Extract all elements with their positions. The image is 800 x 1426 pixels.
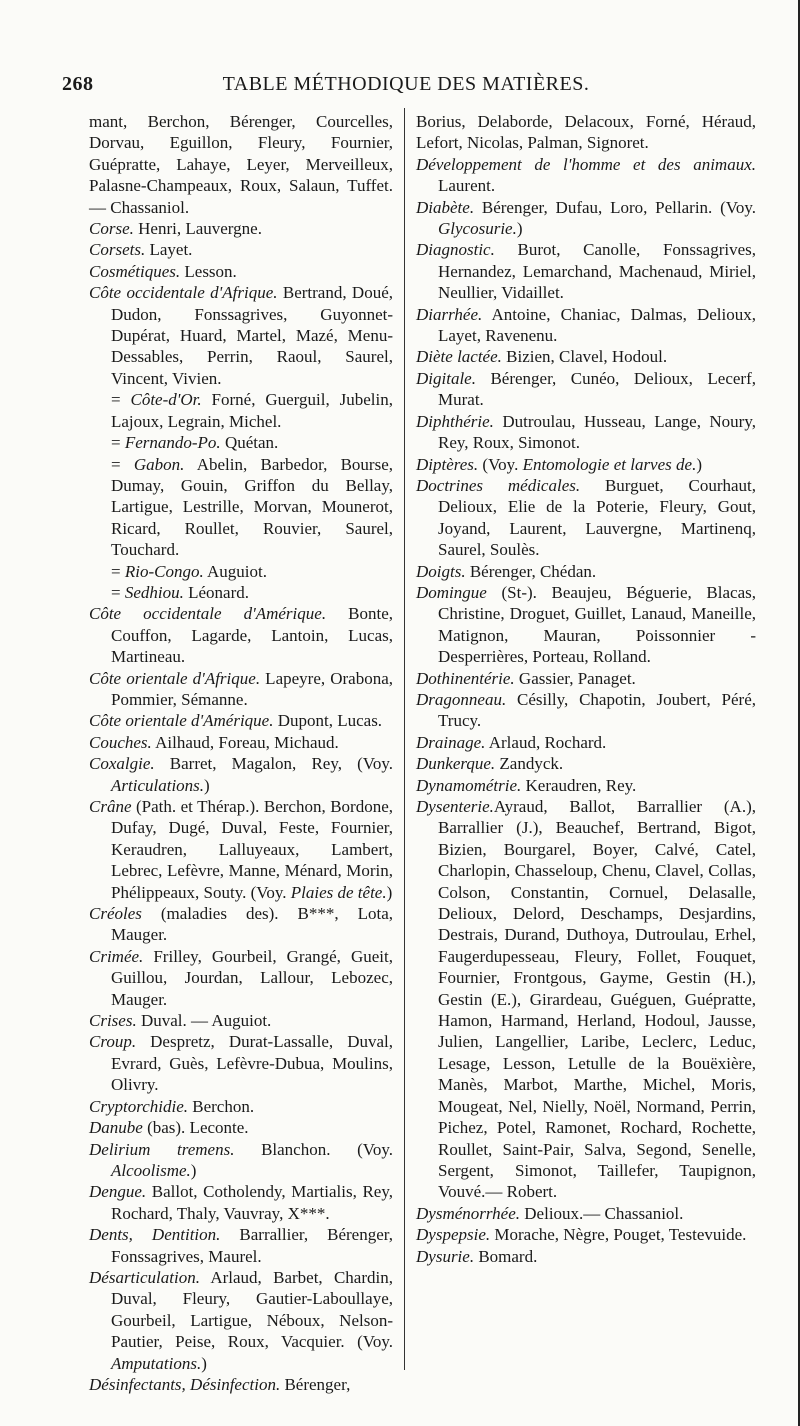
index-entry [89,753,393,796]
index-entry [416,732,756,753]
entry-text: ) [201,1353,207,1373]
entry-text: Bertrand, Doué, Dudon, Fonssagrives, Guyonnet-Dupérat, Huard, Martel, Mazé, Menu-Dessables, Perrin, Raoul, Saurel, Vincent, Vivien. [111,283,393,388]
entry-text: Dupont, Lucas. [273,711,383,731]
entry-text: (bas). Leconte. [142,1118,249,1138]
entry-text: Antoine, Chaniac, Dalmas, Delioux, Layet, Ravenenu. [438,304,756,346]
index-entry [89,1117,393,1138]
entry-text: Arlaud, Rochard. [485,732,607,752]
index-entry [89,282,393,389]
entry-term: Diphthérie. [416,411,494,431]
entry-text: Berchon. [188,1096,255,1116]
entry-term: Dysurie. [416,1246,475,1266]
index-entry [416,689,756,732]
entry-term: Corse. [89,219,134,239]
entry-text: = [111,561,125,581]
entry-text: ) [696,454,702,474]
entry-term: Diptères. [416,454,479,474]
entry-term: Dothinentérie. [416,668,515,688]
entry-text: (maladies des). B***, Lota, Mauger. [111,904,393,945]
entry-text: Bonte, Couffon, Lagarde, Lantoin, Lucas, Martineau. [111,604,394,667]
entry-text: ) [190,1160,197,1180]
index-entry [416,346,756,367]
entry-text: Bomard. [474,1246,538,1266]
index-entry [89,603,393,667]
entry-text: Borius, Delaborde, Delacoux, Forné, Héraud, Lefort, Nicolas, Palman, Signoret. [416,112,756,153]
entry-term: Côte occidentale d'Amérique. [89,604,327,624]
entry-text: Ailhaud, Foreau, Michaud. [151,732,339,752]
entry-term: Diarrhée. [416,304,483,324]
entry-text: (Path. et Thérap.). Berchon, Bordone, Dufay, Dugé, Duval, Feste, Fournier, Keraudren, Lalluyeaux, Lambert, Lebrec, Lefèvre, Manne, Ménard, Morin, Phélippeaux, Souty. (Voy. [111,797,393,902]
entry-term: Doctrines médicales. [416,475,581,495]
index-entry [416,304,756,347]
index-entry [416,1246,756,1267]
entry-text: Frilley, Gourbeil, Grangé, Gueit, Guillou, Jourdan, Lallour, Lebozec, Mauger. [111,946,393,1009]
entry-term: Gabon. [133,454,185,474]
entry-term: Amputations. [111,1353,202,1373]
page-header [62,73,750,103]
entry-term: Dents, Dentition. [89,1225,221,1245]
entry-term: Couches. [89,732,152,752]
entry-term: Désinfectants, Désinfection. [89,1374,281,1394]
entry-text: Delioux.— Chassaniol. [520,1203,684,1223]
entry-text: (Voy. [478,454,523,474]
entry-term: Digitale. [416,368,476,388]
entry-text: Barret, Magalon, Rey, (Voy. [154,754,393,774]
index-entry [89,111,393,218]
entry-text: Auguiot. [203,561,267,581]
index-entry [89,1224,393,1267]
entry-text: = [111,582,125,602]
index-entry [416,753,756,774]
entry-term: Danube [89,1118,143,1138]
index-entry [89,1374,393,1395]
index-entry [416,111,756,154]
entry-text: Bérenger, Dufau, Loro, Pellarin. (Voy. [474,197,756,217]
index-entry [89,432,393,453]
entry-term: Diète lactée. [416,347,502,367]
entry-text: ) [386,882,393,902]
entry-term: Corsets. [89,240,146,260]
entry-text: Keraudren, Rey. [521,775,637,795]
index-entry [89,946,393,1010]
entry-text: Arlaud, Barbet, Chardin, Duval, Fleury, Gautier-Laboullaye, Gourbeil, Lartigue, Néboux, Nelson-Pautier, Peise, Roux, Vacquier. (Voy. [111,1267,393,1352]
index-entry [89,1096,393,1117]
entry-term: Dengue. [89,1182,147,1202]
entry-term: Diagnostic. [416,240,495,260]
entry-term: Côte orientale d'Amérique. [89,711,274,731]
index-entry [416,668,756,689]
entry-term: Dyspepsie. [416,1225,491,1245]
entry-text: Bérenger, Chédan. [465,561,597,581]
page-number: 268 [62,73,94,95]
index-entry [416,1203,756,1224]
entry-term: Sedhiou. [124,582,184,602]
index-entry [89,561,393,582]
entry-term: Domingue [416,582,487,602]
index-entry [416,197,756,240]
entry-term: Désarticulation. [89,1267,200,1287]
entry-term: Crises. [89,1011,137,1031]
entry-text: (St-). Beaujeu, Béguerie, Blacas, Christine, Droguet, Guillet, Lanaud, Maneille, Matignon, Mauran, Poissonnier - Desperrières, Porteau, Rolland. [438,582,756,667]
entry-term: Rio-Congo. [124,561,204,581]
entry-text: Henri, Lauvergne. [133,219,262,239]
index-entry [89,732,393,753]
running-title: TABLE MÉTHODIQUE DES MATIÈRES. [222,73,590,95]
entry-text: Bérenger, [280,1374,351,1394]
index-entry [89,1267,393,1374]
entry-term: Entomologie et larves de. [522,454,697,474]
entry-text: Ballot, Cotholendy, Martialis, Rey, Rochard, Thaly, Vauvray, X***. [111,1182,393,1223]
entry-text: Layet. [145,240,193,260]
column-divider [404,108,405,1370]
entry-term: Dynamométrie. [416,775,522,795]
index-entry [416,561,756,582]
entry-text: Bizien, Clavel, Hodoul. [501,347,668,367]
index-entry [89,903,393,946]
index-entry [89,454,393,561]
entry-term: Côte orientale d'Afrique. [89,668,261,688]
entry-text: Césilly, Chapotin, Joubert, Péré, Trucy. [438,689,756,731]
entry-term: Doigts. [416,561,466,581]
index-entry [416,239,756,303]
entry-text: Burguet, Courhaut, Delioux, Elie de la Poterie, Fleury, Gout, Joyand, Laurent, Lauvergne, Martinenq, Saurel, Soulès. [438,475,756,560]
entry-text: Zandyck. [495,754,564,774]
index-entry [416,454,756,475]
entry-text: Dutroulau, Husseau, Lange, Noury, Rey, Roux, Simonot. [438,411,756,453]
entry-text: Forné, Guerguil, Jubelin, Lajoux, Legrain, Michel. [111,390,393,431]
entry-text: Gassier, Panaget. [514,668,636,688]
entry-term: Alcoolisme. [111,1160,191,1180]
entry-text: Morache, Nègre, Pouget, Testevuide. [490,1225,747,1245]
entry-term: Crimée. [89,946,144,966]
entry-text: = [111,390,131,410]
index-entry [416,154,756,197]
index-entry [89,389,393,432]
entry-text: Léonard. [183,582,250,602]
entry-term: Cosmétiques. [89,261,181,281]
entry-term: Dysménorrhée. [416,1203,521,1223]
right-column [416,111,756,1267]
entry-term: Dysenterie. [416,797,494,816]
index-entry [416,475,756,561]
entry-term: Plaies de tête. [290,882,387,902]
entry-text: Lapeyre, Orabona, Pommier, Sémanne. [111,668,393,709]
entry-text: Abelin, Barbedor, Bourse, Dumay, Gouin, Griffon du Bellay, Lartigue, Lestrille, Morvan, Mounerot, Ricard, Roullet, Rouvier, Saurel, Touchard. [111,454,393,560]
entry-text: ) [516,219,523,239]
index-entry [89,1181,393,1224]
entry-term: Fernando-Po. [124,433,221,453]
index-entry [89,1010,393,1031]
entry-text: = [111,454,134,474]
index-entry [416,796,756,1203]
entry-term: Cryptorchidie. [89,1096,188,1116]
entry-text: Laurent. [438,176,496,196]
entry-text: Ayraud, Ballot, Barrallier (A.), Barrallier (J.), Beauchef, Bertrand, Bigot, Bizien, Bourgarel, Boyer, Calvé, Catel, Charlopin, Chasseloup, Chenu, Clavel, Collas, Colson, Constantin, Cornuel, Delasalle, Delioux, Delord, Deschamps, Desjardins, Destrais, Durand, Duthoya, Dutroulau, Erhel, Faugerdupesseau, Fleury, Follet, Fouquet, Fournier, Frontgous, Gayme, Gestin (H.), Gestin (E.), Girardeau, Guéguen, Guépratte, Hamon, Harmand, Herland, Hodoul, Jausse, Julien, Langellier, Laribe, Leclerc, Leduc, Lesage, Lesson, Letulle de la Bouëxière, Manès, Marbot, Marthe, Michel, Moris, Mougeat, Nel, Nielly, Noël, Normand, Perrin, Pichez, Potel, Ramonet, Rochard, Rochette, Roullet, Saint-Pair, Salva, Segond, Senelle, Sergent, Simonot, Taillefer, Taupignon, Vouvé.— Robert. [438,797,756,1202]
entry-term: Côte-d'Or. [130,390,202,410]
entry-term: Développement de l'homme et des animaux. [416,154,756,174]
entry-term: Côte occidentale d'Afrique. [89,283,278,303]
entry-text: mant, Berchon, Bérenger, Courcelles, Dorvau, Eguillon, Fleury, Fournier, Guépratte, Lahaye, Leyer, Merveilleux, Palasne-Champeaux, Roux, Salaun, Tuffet. — Chassaniol. [89,112,393,217]
index-entry [416,411,756,454]
entry-text: Lesson. [180,261,237,281]
entry-text: Burot, Canolle, Fonssagrives, Hernandez, Lemarchand, Machenaud, Miriel, Neullier, Vidaillet. [438,240,756,303]
index-entry [416,582,756,668]
entry-term: Drainage. [416,732,486,752]
entry-term: Glycosurie. [438,219,517,239]
entry-term: Dunkerque. [416,754,496,774]
index-entry [89,710,393,731]
entry-term: Croup. [89,1032,137,1052]
index-entry [89,582,393,603]
index-entry [89,239,393,260]
entry-text: ) [204,775,210,795]
entry-text: Blanchon. (Voy. [234,1139,393,1159]
index-entry [416,1224,756,1245]
index-entry [89,1139,393,1182]
entry-term: Dragonneau. [416,689,507,709]
index-entry [89,796,393,903]
entry-term: Crâne [89,797,132,816]
entry-text: = [111,433,125,453]
index-entry [89,261,393,282]
entry-text: Bérenger, Cunéo, Delioux, Lecerf, Murat. [438,368,756,410]
index-entry [416,368,756,411]
index-entry [89,218,393,239]
entry-text: Despretz, Durat-Lassalle, Duval, Evrard, Guès, Lefèvre-Dubua, Moulins, Olivry. [111,1032,393,1095]
entry-term: Créoles [89,904,142,924]
entry-term: Coxalgie. [89,754,155,774]
index-entry [89,668,393,711]
entry-text: Quétan. [220,433,279,453]
entry-term: Delirium tremens. [89,1139,235,1159]
entry-term: Articulations. [111,775,205,795]
index-entry [89,1031,393,1095]
index-entry [416,775,756,796]
entry-text: Barrallier, Bérenger, Fonssagrives, Maurel. [111,1225,393,1266]
entry-text: Duval. — Auguiot. [136,1011,272,1031]
entry-term: Diabète. [416,197,475,217]
left-column [89,111,393,1395]
